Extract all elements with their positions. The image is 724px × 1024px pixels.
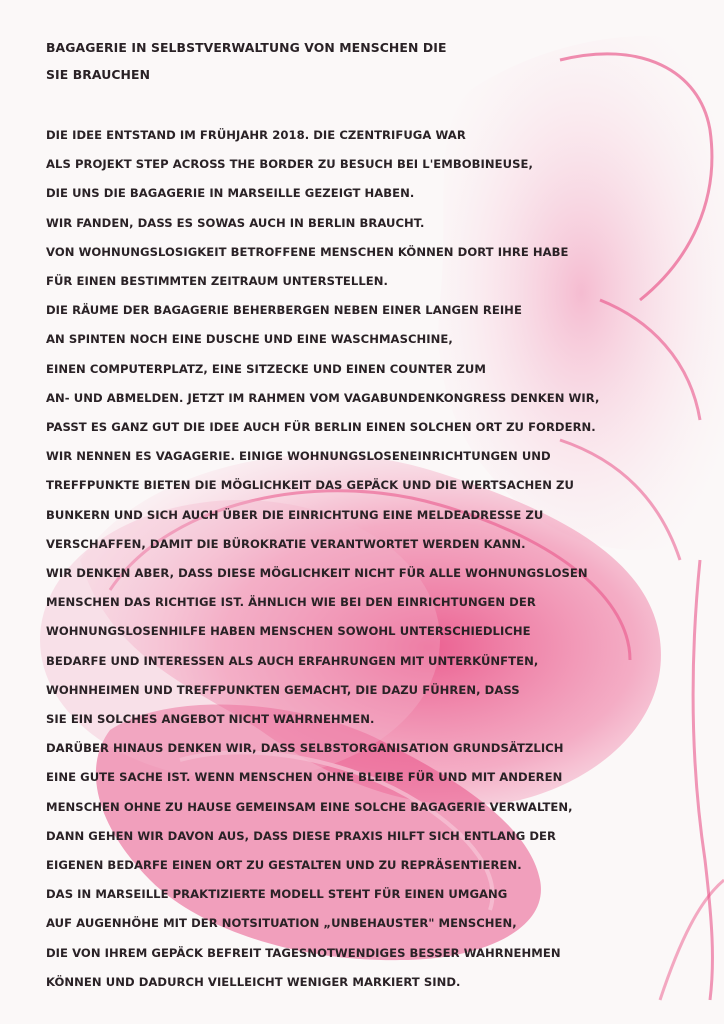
body-line: EIGENEN BEDARFE EINEN ORT ZU GESTALTEN UND ZU REPRÄSENTIEREN.: [46, 858, 522, 873]
body-line: SIE EIN SOLCHES ANGEBOT NICHT WAHRNEHMEN.: [46, 712, 375, 727]
body-line: EINEN COMPUTERPLATZ, EINE SITZECKE UND EINEN COUNTER ZUM: [46, 361, 486, 376]
document-content: [46, 34, 686, 997]
body-line: WIR NENNEN ES VAGAGERIE. EINIGE WOHNUNGSLOSENEINRICHTUNGEN UND: [46, 449, 551, 464]
body-line: AN SPINTEN NOCH EINE DUSCHE UND EINE WASCHMASCHINE,: [46, 332, 453, 347]
body-line: DAS IN MARSEILLE PRAKTIZIERTE MODELL STEHT FÜR EINEN UMGANG: [46, 887, 508, 902]
body-line: WIR FANDEN, DASS ES SOWAS AUCH IN BERLIN BRAUCHT.: [46, 215, 425, 230]
right-vertical-stroke: [693, 560, 712, 1000]
body-line: TREFFPUNKTE BIETEN DIE MÖGLICHKEIT DAS GEPÄCK UND DIE WERTSACHEN ZU: [46, 478, 574, 493]
title-line: SIE BRAUCHEN: [46, 67, 151, 82]
body-line: BUNKERN UND SICH AUCH ÜBER DIE EINRICHTUNG EINE MELDEADRESSE ZU: [46, 507, 544, 522]
body-line: DANN GEHEN WIR DAVON AUS, DASS DIESE PRAXIS HILFT SICH ENTLANG DER: [46, 828, 557, 843]
title-line: BAGAGERIE IN SELBSTVERWALTUNG VON MENSCHEN DIE: [46, 40, 447, 55]
body-line: VERSCHAFFEN, DAMIT DIE BÜROKRATIE VERANTWORTET WERDEN KANN.: [46, 536, 526, 551]
body-line: DIE VON IHREM GEPÄCK BEFREIT TAGESNOTWENDIGES BESSER WAHRNEHMEN: [46, 945, 561, 960]
body-line: DIE RÄUME DER BAGAGERIE BEHERBERGEN NEBEN EINER LANGEN REIHE: [46, 303, 522, 318]
body-text: [46, 121, 686, 997]
body-line: DIE UNS DIE BAGAGERIE IN MARSEILLE GEZEIGT HABEN.: [46, 186, 415, 201]
body-line: WIR DENKEN ABER, DASS DIESE MÖGLICHKEIT NICHT FÜR ALLE WOHNUNGSLOSEN: [46, 566, 588, 581]
document-title: [46, 34, 686, 88]
body-line: PASST ES GANZ GUT DIE IDEE AUCH FÜR BERLIN EINEN SOLCHEN ORT ZU FORDERN.: [46, 420, 596, 435]
body-line: MENSCHEN DAS RICHTIGE IST. ÄHNLICH WIE BEI DEN EINRICHTUNGEN DER: [46, 595, 536, 610]
body-line: DARÜBER HINAUS DENKEN WIR, DASS SELBSTORGANISATION GRUNDSÄTZLICH: [46, 741, 564, 756]
body-line: EINE GUTE SACHE IST. WENN MENSCHEN OHNE BLEIBE FÜR UND MIT ANDEREN: [46, 770, 563, 785]
body-line: ALS PROJEKT STEP ACROSS THE BORDER ZU BESUCH BEI L'EMBOBINEUSE,: [46, 157, 533, 172]
body-line: FÜR EINEN BESTIMMTEN ZEITRAUM UNTERSTELLEN.: [46, 274, 388, 289]
body-line: KÖNNEN UND DADURCH VIELLEICHT WENIGER MARKIERT SIND.: [46, 974, 461, 989]
body-line: AUF AUGENHÖHE MIT DER NOTSITUATION „UNBEHAUSTER" MENSCHEN,: [46, 916, 517, 931]
body-line: BEDARFE UND INTERESSEN ALS AUCH ERFAHRUNGEN MIT UNTERKÜNFTEN,: [46, 653, 539, 668]
body-line: VON WOHNUNGSLOSIGKEIT BETROFFENE MENSCHEN KÖNNEN DORT IHRE HABE: [46, 244, 569, 259]
body-line: DIE IDEE ENTSTAND IM FRÜHJAHR 2018. DIE CZENTRIFUGA WAR: [46, 128, 466, 142]
body-line: AN- UND ABMELDEN. JETZT IM RAHMEN VOM VAGABUNDENKONGRESS DENKEN WIR,: [46, 390, 600, 405]
body-line: MENSCHEN OHNE ZU HAUSE GEMEINSAM EINE SOLCHE BAGAGERIE VERWALTEN,: [46, 799, 573, 814]
body-line: WOHNUNGSLOSENHILFE HABEN MENSCHEN SOWOHL UNTERSCHIEDLICHE: [46, 624, 531, 639]
body-line: WOHNHEIMEN UND TREFFPUNKTEN GEMACHT, DIE DAZU FÜHREN, DASS: [46, 682, 520, 697]
